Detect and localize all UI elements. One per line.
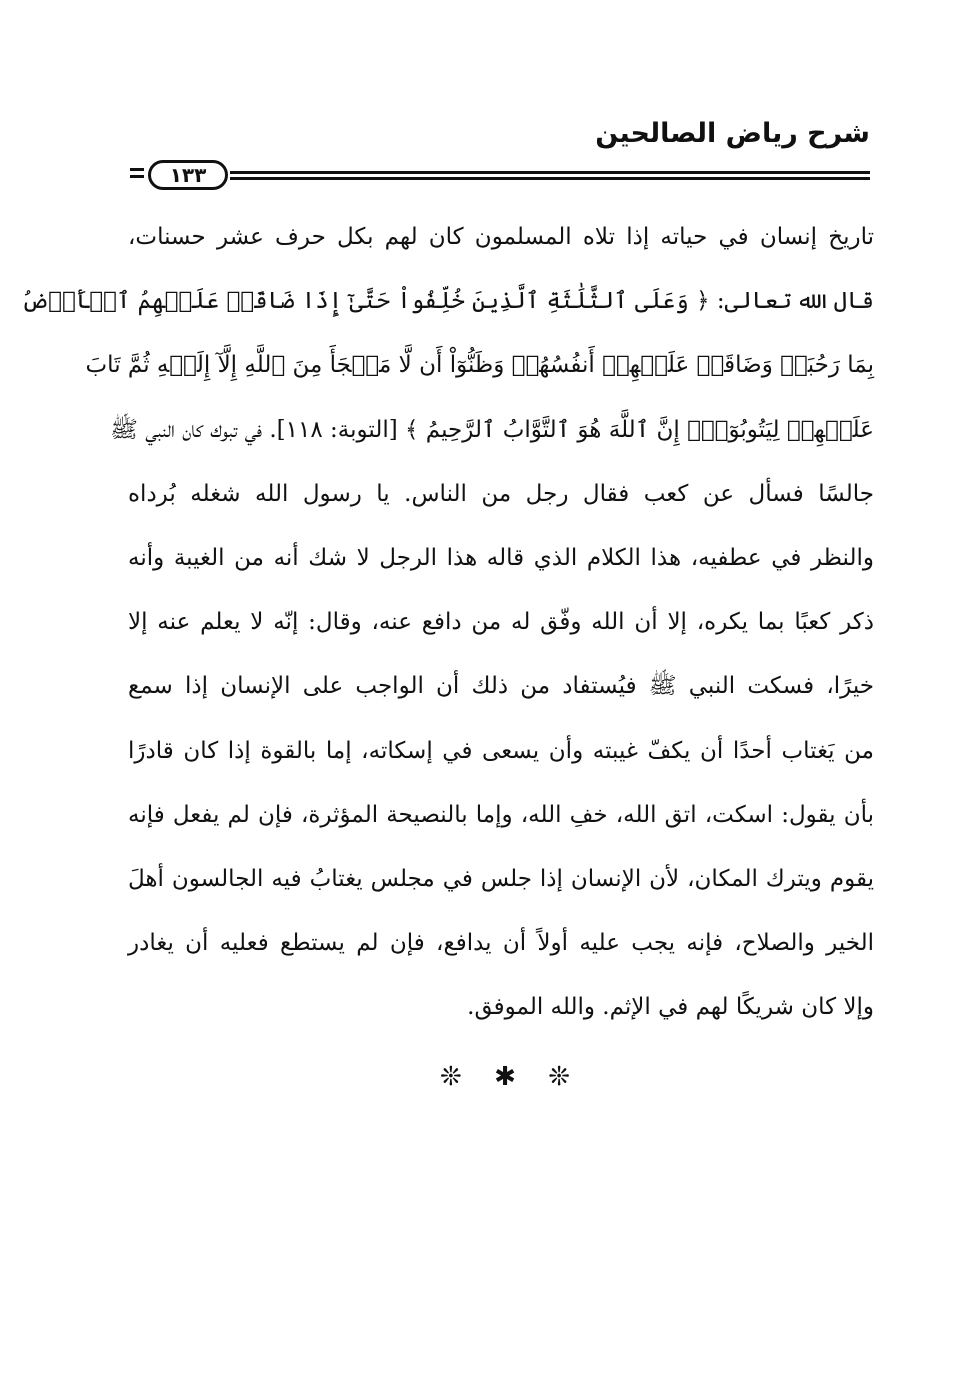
body-text <box>21 205 874 1039</box>
text-line: تاريخ إنسان في حياته إذا تلاه المسلمون كان لهم بكل حرف عشر حسنات، <box>128 224 874 250</box>
asterism-icon: ✱ <box>494 1062 516 1092</box>
rule-line-bottom <box>230 177 870 180</box>
rule-stub-bottom <box>130 175 144 178</box>
asterism-icon: ❊ <box>440 1062 462 1092</box>
text-line: بأن يقول: اسكت، اتق الله، خفِ الله، وإما بالنصيحة المؤثرة، فإن لم يفعل فإنه <box>128 801 874 828</box>
text-line: من يَغتاب أحدًا أن يكفّ غيبته وأن يسعى في إسكاته، إما بالقوة إذا كان قادرًا <box>128 737 874 764</box>
text-line: يقوم ويترك المكان، لأن الإنسان إذا جلس في مجلس يغتابُ فيه الجالسون أهلَ <box>128 865 874 892</box>
text-line: ذكر كعبًا بما يكره، إلا أن الله وفّق له من دافع عنه، وقال: إنّه لا يعلم عنه إلا <box>128 609 874 636</box>
text-line: جالسًا فسأل عن كعب فقال رجل من الناس. يا رسول الله شغله بُرداه <box>128 480 874 507</box>
text-line: عَلَيۡهِمۡ لِيَتُوبُوٓاْۚ إِنَّ ٱللَّهَ هُوَ ٱلتَّوَّابُ ٱلرَّحِيمُ ﴾ [التوبة: ١١٨]. في تبوك كان النبي ﷺ <box>110 416 874 443</box>
text-line: خيرًا، فسكت النبي ﷺ فيُستفاد من ذلك أن الواجب على الإنسان إذا سمع <box>128 673 874 700</box>
text-line: وإلا كان شريكًا لهم في الإثم. والله الموفق. <box>467 994 874 1021</box>
text-line: قال الله تعالى: ﴿ وَعَلَى ٱلثَّلَٰثَةِ ٱلَّذِينَ خُلِّفُواْ حَتَّىٰٓ إِذَا ضَاقَتۡ عَلَيۡهِمُ ٱلۡأَرۡضُ <box>21 288 874 315</box>
rule-line-top <box>230 171 870 174</box>
page-number: ١٣٣ <box>148 160 228 190</box>
header-rule <box>130 160 870 190</box>
rule-stub-top <box>130 168 144 171</box>
text-line: الخير والصلاح، فإنه يجب عليه أولاً أن يدافع، فإن لم يستطع فعليه أن يغادر <box>128 930 874 957</box>
text-line: والنظر في عطفيه، هذا الكلام الذي قاله هذا الرجل لا شك أنه من الغيبة وأنه <box>128 544 874 571</box>
section-separator <box>440 1062 570 1092</box>
text-line: بِمَا رَحُبَتۡ وَضَاقَتۡ عَلَيۡهِمۡ أَنفُسُهُمۡ وَظَنُّوٓاْ أَن لَّا مَلۡجَأَ مِنَ ٱللَّهِ إِلَّآ إِلَيۡهِ ثُمَّ تَابَ <box>85 352 874 379</box>
asterism-icon: ❊ <box>548 1062 570 1092</box>
running-header-title: شرح رياض الصالحين <box>595 118 870 149</box>
